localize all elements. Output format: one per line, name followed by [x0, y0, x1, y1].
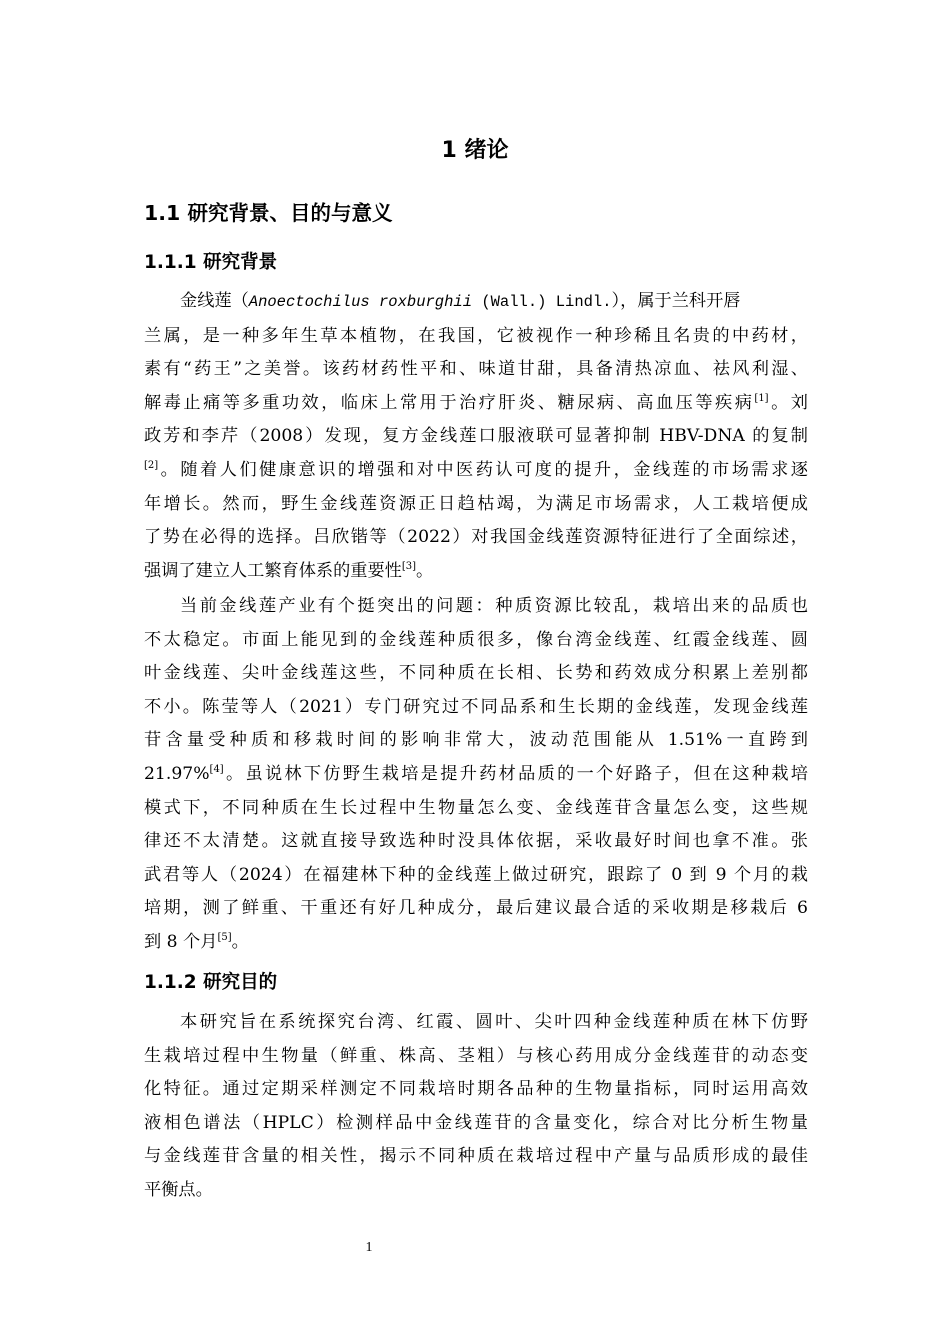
- text-span: ），属于兰科开唇: [611, 291, 741, 311]
- text-line: [144, 555, 808, 589]
- text-span: 。: [416, 560, 434, 581]
- text-span: 强调了建立人工繁育体系的重要性: [144, 560, 402, 581]
- text-span: 。虽说林下仿野生栽培是提升药材品质的一个好路子，但在这种栽培: [223, 763, 808, 784]
- paragraph-background-2: [144, 590, 808, 960]
- text-line: 培期，测了鲜重、干重还有好几种成分，最后建议最合适的采收期是移栽后 6: [144, 898, 808, 919]
- text-line: 本研究旨在系统探究台湾、红霞、圆叶、尖叶四种金线莲种质在林下仿野: [180, 1012, 808, 1032]
- citation-ref[interactable]: [2]: [144, 459, 159, 471]
- text-line: 当前金线莲产业有个挺突出的问题：种质资源比较乱，栽培出来的品质也: [180, 596, 808, 616]
- text-line: 不太稳定。市面上能见到的金线莲种质很多，像台湾金线莲、红霞金线莲、圆: [144, 629, 808, 650]
- citation-ref[interactable]: [3]: [401, 560, 416, 572]
- text-line: 模式下，不同种质在生长过程中生物量怎么变、金线莲苷含量怎么变，这些规: [144, 797, 808, 818]
- text-line: 与金线莲苷含量的相关性，揭示不同种质在栽培过程中产量与品质形成的最佳: [144, 1146, 808, 1167]
- text-span: 金线莲（: [180, 291, 249, 311]
- species-name: Anoectochilus roxburghii: [248, 293, 473, 311]
- paragraph-purpose: [144, 1006, 808, 1208]
- text-line: 武君等人（2024）在福建林下种的金线莲上做过研究，跟踪了 0 到 9 个月的栽: [144, 864, 808, 885]
- citation-ref[interactable]: [5]: [217, 931, 232, 943]
- text-span: 。随着人们健康意识的增强和对中医药认可度的提升，金线莲的市场需求逐: [158, 459, 808, 480]
- text-line: 年增长。然而，野生金线莲资源正日趋枯竭，为满足市场需求，人工栽培便成: [144, 493, 808, 514]
- text-span: 。刘: [768, 392, 808, 413]
- text-line: 律还不太清楚。这就直接导致选种时没具体依据，采收最好时间也拿不准。张: [144, 831, 808, 852]
- text-line: 素有“药王”之美誉。该药材药性平和、味道甘甜，具备清热凉血、祛风利湿、: [144, 359, 808, 380]
- citation-ref[interactable]: [4]: [209, 763, 224, 775]
- text-line: [144, 454, 808, 488]
- text-line: 政芳和李芹（2008）发现，复方金线莲口服液联可显著抑制 HBV-DNA 的复制: [144, 426, 808, 447]
- section-heading-1-1-2: 1.1.2 研究目的: [144, 972, 278, 993]
- text-line: [144, 758, 808, 792]
- chapter-title: 1 绪论: [441, 138, 509, 163]
- text-span: 。: [231, 931, 249, 952]
- text-line: [144, 285, 808, 320]
- section-heading-1-1: 1.1 研究背景、目的与意义: [144, 201, 393, 225]
- text-line: [144, 387, 808, 421]
- text-line: 兰属，是一种多年生草本植物，在我国，它被视作一种珍稀且名贵的中药材，: [144, 325, 808, 346]
- text-line: [144, 926, 808, 960]
- text-span: 到 8 个月: [144, 931, 218, 952]
- citation-ref[interactable]: [1]: [754, 392, 769, 404]
- text-line: 苷含量受种质和移栽时间的影响非常大，波动范围能从 1.51%一直跨到: [144, 730, 808, 751]
- text-span: 解毒止痛等多重功效，临床上常用于治疗肝炎、糖尿病、高血压等疾病: [144, 392, 755, 413]
- section-heading-1-1-1: 1.1.1 研究背景: [144, 252, 278, 273]
- paragraph-background-1: [144, 285, 808, 588]
- species-author: (Wall.) Lindl.: [472, 293, 612, 311]
- text-line: 生栽培过程中生物量（鲜重、株高、茎粗）与核心药用成分金线莲苷的动态变: [144, 1045, 808, 1066]
- text-line: 不小。陈莹等人（2021）专门研究过不同品系和生长期的金线莲，发现金线莲: [144, 696, 808, 717]
- text-line: 了势在必得的选择。吕欣锴等（2022）对我国金线莲资源特征进行了全面综述，: [144, 527, 808, 548]
- text-line: 液相色谱法（HPLC）检测样品中金线莲苷的含量变化，综合对比分析生物量: [144, 1112, 808, 1133]
- text-line: 叶金线莲、尖叶金线莲这些，不同种质在长相、长势和药效成分积累上差别都: [144, 663, 808, 684]
- text-line: 平衡点。: [144, 1179, 213, 1200]
- text-line: 化特征。通过定期采样测定不同栽培时期各品种的生物量指标，同时运用高效: [144, 1079, 808, 1100]
- text-span: 21.97%: [144, 763, 210, 784]
- page-number: 1: [365, 1240, 373, 1255]
